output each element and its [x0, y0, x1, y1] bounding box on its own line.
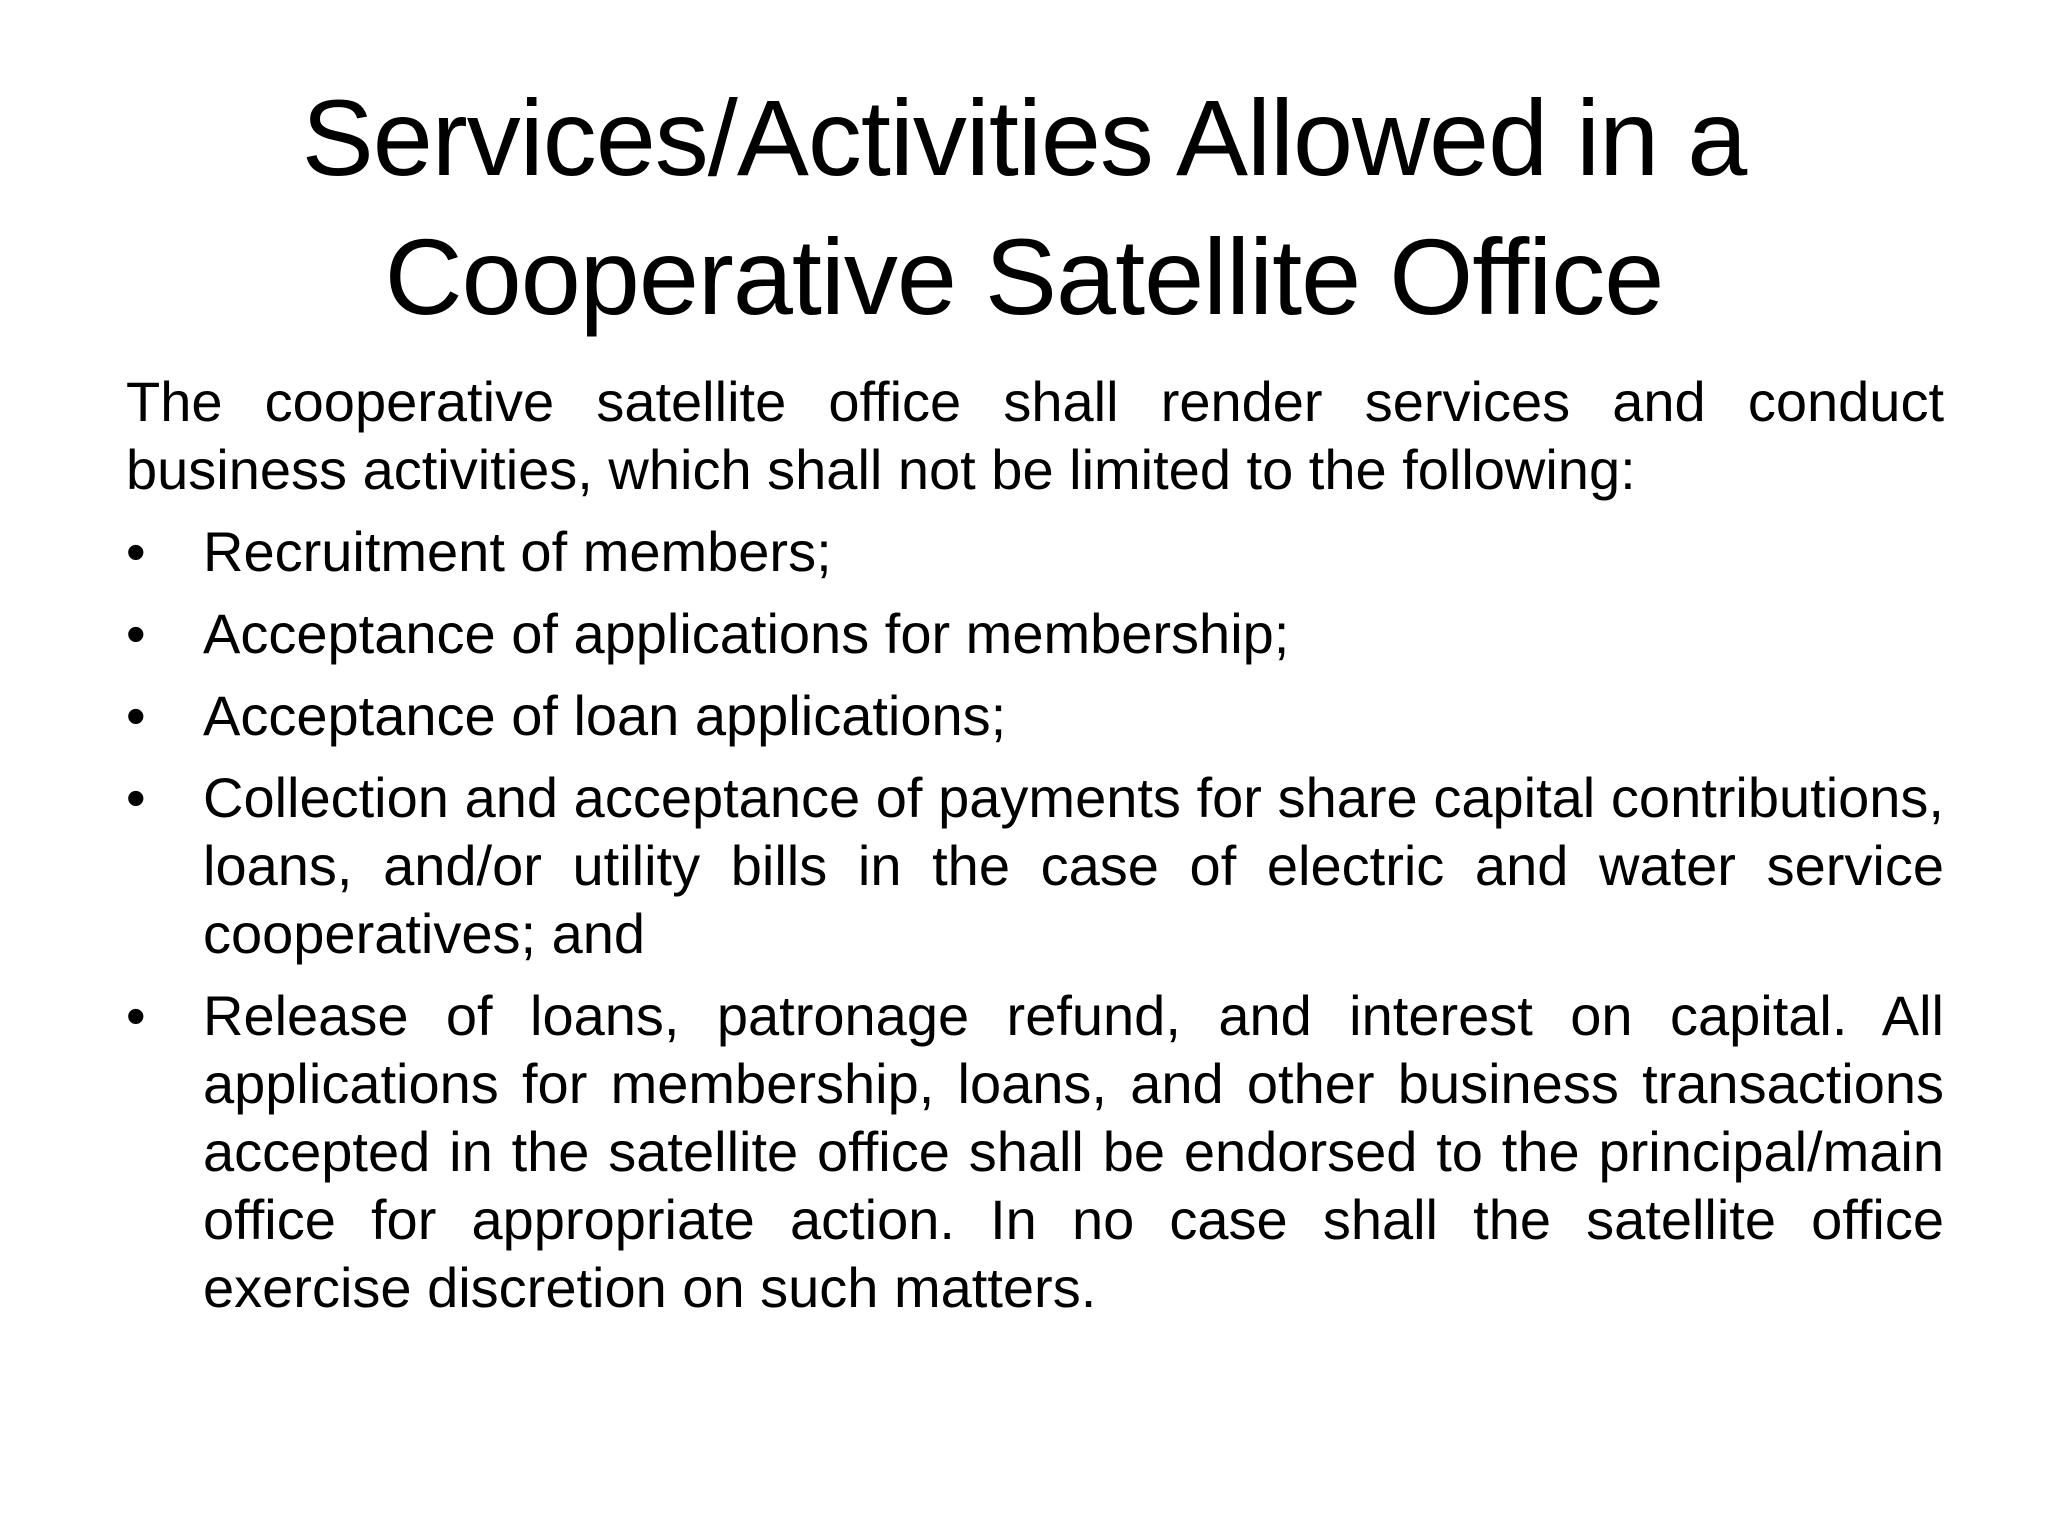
slide-title: Services/Activities Allowed in a Cooperative Satellite Office: [301, 77, 1747, 337]
bullet-icon: •: [126, 984, 146, 1047]
bullet-icon: •: [126, 520, 146, 583]
list-item: [126, 764, 1944, 968]
list-item-text: Collection and acceptance of payments for share capital contributions, loans, and/or utility bills in the case of electric and water service cooperatives; and: [203, 766, 1944, 965]
list-item: [126, 518, 1944, 586]
list-item-text: Acceptance of loan applications;: [203, 684, 1007, 747]
bullet-icon: •: [126, 602, 146, 665]
bullet-icon: •: [126, 684, 146, 747]
intro-paragraph: The cooperative satellite office shall render services and conduct business activities, which shall not be limited to the following:: [126, 370, 1944, 501]
list-item-text: Recruitment of members;: [203, 520, 832, 583]
bullet-list: [126, 518, 1944, 1322]
list-item: [126, 600, 1944, 668]
list-item-text: Release of loans, patronage refund, and interest on capital. All applications for membership, loans, and other business transactions accepted in the satellite office shall be endorsed to the principal/main office for appropriate action. In no case shall the satellite office exercise discretion on such matters.: [203, 984, 1944, 1319]
list-item-text: Acceptance of applications for membership;: [203, 602, 1290, 665]
list-item: [126, 682, 1944, 750]
bullet-icon: •: [126, 766, 146, 829]
list-item: [126, 982, 1944, 1322]
slide-body: [126, 368, 1944, 1336]
